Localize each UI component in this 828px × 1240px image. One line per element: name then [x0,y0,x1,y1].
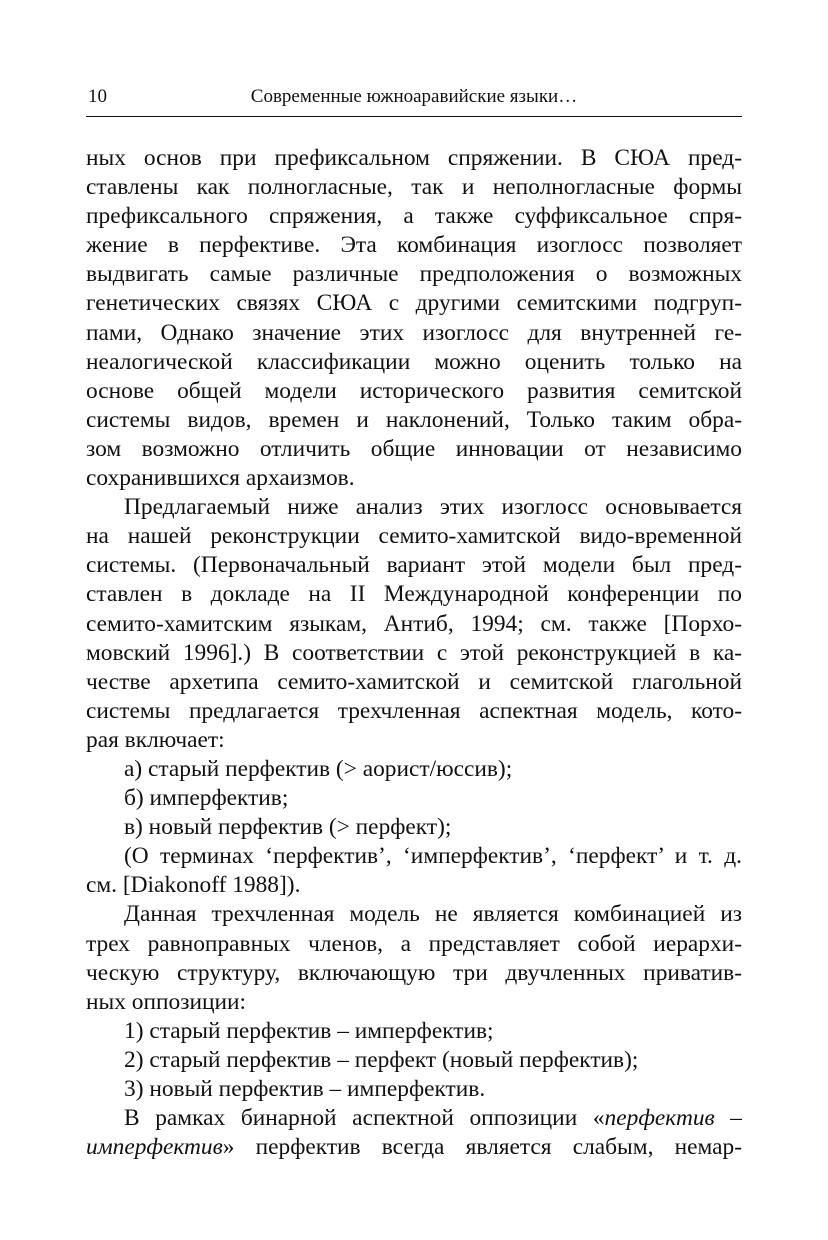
text-line: генетических связях СЮА с другими семитскими подгруп- [86,290,742,317]
text-line: ставлены как полногласные, так и неполногласные формы [86,174,742,201]
text-line: трех равноправных членов, а представляет собой иерархи- [86,930,742,957]
text-line [86,1133,742,1162]
text-line: жение в перфективе. Эта комбинация изоглосс позволяет [86,232,742,259]
text-line [86,1104,742,1133]
list-item: а) старый перфектив (> аорист/юссив); [124,755,513,782]
page-number: 10 [88,86,107,107]
list-item: б) имперфектив; [124,785,289,812]
list-item: 1) старый перфектив – имперфектив; [124,1017,494,1044]
page-header [86,82,742,112]
text-line: Данная трехчленная модель не является комбинацией из [124,901,742,928]
text-line: ных оппозиции: [86,988,247,1015]
text-line: сохранившихся архаизмов. [86,465,355,492]
text-line: Предлагаемый ниже анализ этих изоглосс основывается [124,494,742,521]
text-line: см. [Diakonoff 1988]). [86,872,301,899]
text-line: основе общей модели исторического развития семитской [86,377,742,404]
list-item: в) новый перфектив (> перфект); [124,814,452,841]
italic-term: имперфектив [86,1134,223,1161]
text-line: ставлен в докладе на II Международной конференции по [86,581,742,608]
text-line: семито-хамитским языкам, Антиб, 1994; см. также [Порхо- [86,610,742,637]
text-line: на нашей реконструкции семито-хамитской видо-временной [86,523,742,550]
text-line: системы видов, времен и наклонений, Только таким обра- [86,406,742,433]
text-line: зом возможно отличить общие инновации от независимо [86,435,742,462]
text-line: рая включает: [86,726,225,753]
text-run: » перфектив всегда является слабым, немар- [222,1134,742,1161]
list-item: 3) новый перфектив – имперфектив. [124,1076,486,1102]
text-line: неалогической классификации можно оценить только на [86,348,742,375]
text-line: честве архетипа семито-хамитской и семитской глагольной [86,668,742,695]
text-line: выдвигать самые различные предположения о возможных [86,261,742,288]
running-title: Современные южноаравийские языки… [250,86,578,107]
body-text [86,144,742,1162]
text-line: мовский 1996].) В соответствии с этой реконструкцией в ка- [86,639,742,666]
text-line: системы предлагается трехчленная аспектная модель, кото- [86,697,742,724]
text-line: ных основ при префиксальном спряжении. В СЮА пред- [86,145,742,171]
text-line: префиксального спряжения, а также суффиксальное спря- [86,203,742,230]
text-line: системы. (Первоначальный вариант этой модели был пред- [86,552,742,579]
text-line: пами, Однако значение этих изоглосс для внутренней ге- [86,319,742,346]
text-line: ческую структуру, включающую три двучленных приватив- [86,959,742,986]
list-item: 2) старый перфектив – перфект (новый перфектив); [124,1046,639,1073]
text-run: В рамках бинарной аспектной оппозиции « [124,1105,605,1132]
text-line: (О терминах ‘перфектив’, ‘имперфектив’, ‘перфект’ и т. д. [124,843,742,870]
header-rule [86,116,742,117]
italic-term: перфектив – [604,1105,742,1132]
